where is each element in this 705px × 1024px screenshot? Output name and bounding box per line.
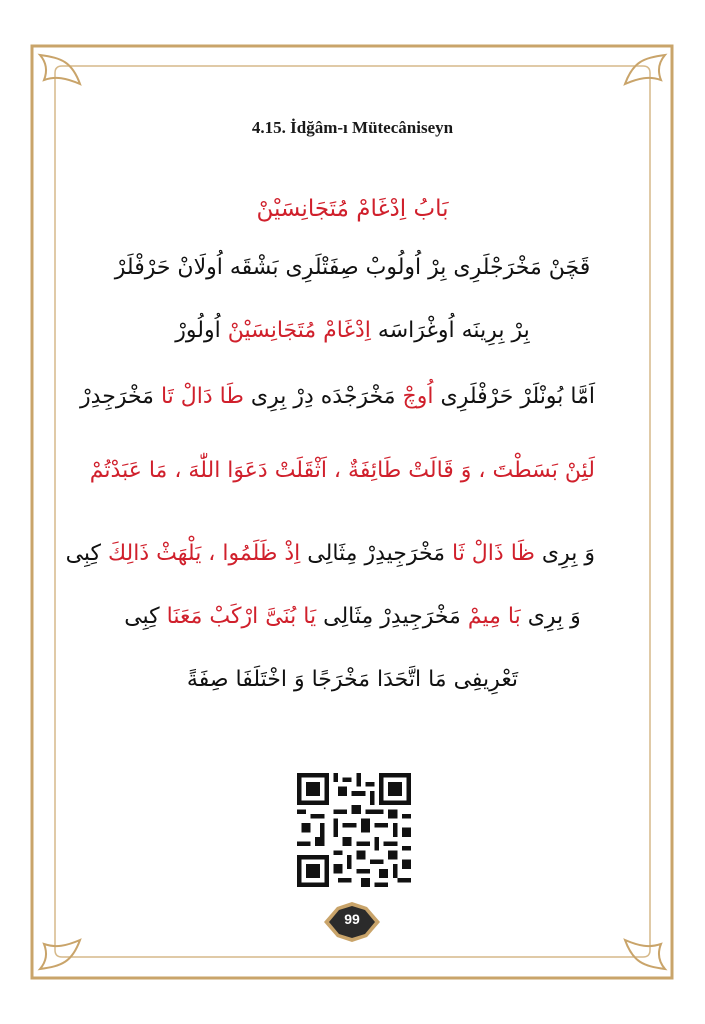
arabic-highlight: اُوچْ <box>402 384 434 409</box>
arabic-highlight: يَا بُنَىَّ ارْكَبْ مَعَنَا <box>166 604 317 629</box>
arabic-highlight: طَا دَالْ تَا <box>160 384 244 409</box>
arabic-line <box>89 458 595 483</box>
arabic-text: وَ بِرِى <box>534 541 595 566</box>
arabic-highlight: اِذْ ظَلَمُوا ، يَلْهَثْ ذَالِكَ <box>108 541 301 566</box>
arabic-line <box>110 318 595 343</box>
arabic-text: وَ بِرِى <box>520 604 581 629</box>
arabic-text: تَعْرِيفِى مَا اتَّحَدَا مَخْرَجًا وَ اخْتَلَفَا صِفَةً <box>186 667 519 692</box>
arabic-line <box>110 604 595 629</box>
arabic-text: مَخْرَجْدَه دِرْ بِرِى <box>243 384 403 409</box>
page-number: 99 <box>344 911 360 927</box>
arabic-highlight: ظَا ذَالْ ثَا <box>451 541 535 566</box>
arabic-text: قَچَنْ مَخْرَجْلَرِى بِرْ اُولُوبْ صِفَتْلَرِى بَشْقَه اُولَانْ حَرْفْلَرْ <box>114 255 591 280</box>
arabic-line <box>110 255 595 280</box>
arabic-highlight: لَئِنْ بَسَطْتَ ، وَ قَالَتْ طَائِفَةٌ ، اَثْقَلَتْ دَعَوَا اللّٰهَ ، مَا عَبَدْتُمْ <box>89 458 595 483</box>
arabic-text: اُولُورْ <box>175 318 228 343</box>
section-title: 4.15. İdğâm-ı Mütecâniseyn <box>251 118 454 137</box>
arabic-line <box>80 384 595 409</box>
arabic-text: مَخْرَجِدِرْ <box>80 384 161 409</box>
qr-code <box>297 773 411 887</box>
arabic-text: اَمَّا بُونْلَرْ حَرْفْلَرِى <box>433 384 595 409</box>
arabic-heading: بَابُ اِدْغَامْ مُتَجَانِسَيْنْ <box>256 196 449 222</box>
arabic-line <box>65 541 595 566</box>
arabic-text: كِبِى <box>65 541 109 566</box>
arabic-text: مَخْرَجِيدِرْ مِثَالِى <box>300 541 452 566</box>
arabic-line <box>110 667 595 692</box>
arabic-text: مَخْرَجِيدِرْ مِثَالِى <box>316 604 468 629</box>
arabic-highlight: اِدْغَامْ مُتَجَانِسَيْنْ <box>227 318 371 343</box>
arabic-highlight: بَا مِيمْ <box>467 604 521 629</box>
arabic-text: بِرْ بِرِينَه اُوغْرَاسَه <box>370 318 530 343</box>
arabic-text: كِبِى <box>124 604 167 629</box>
